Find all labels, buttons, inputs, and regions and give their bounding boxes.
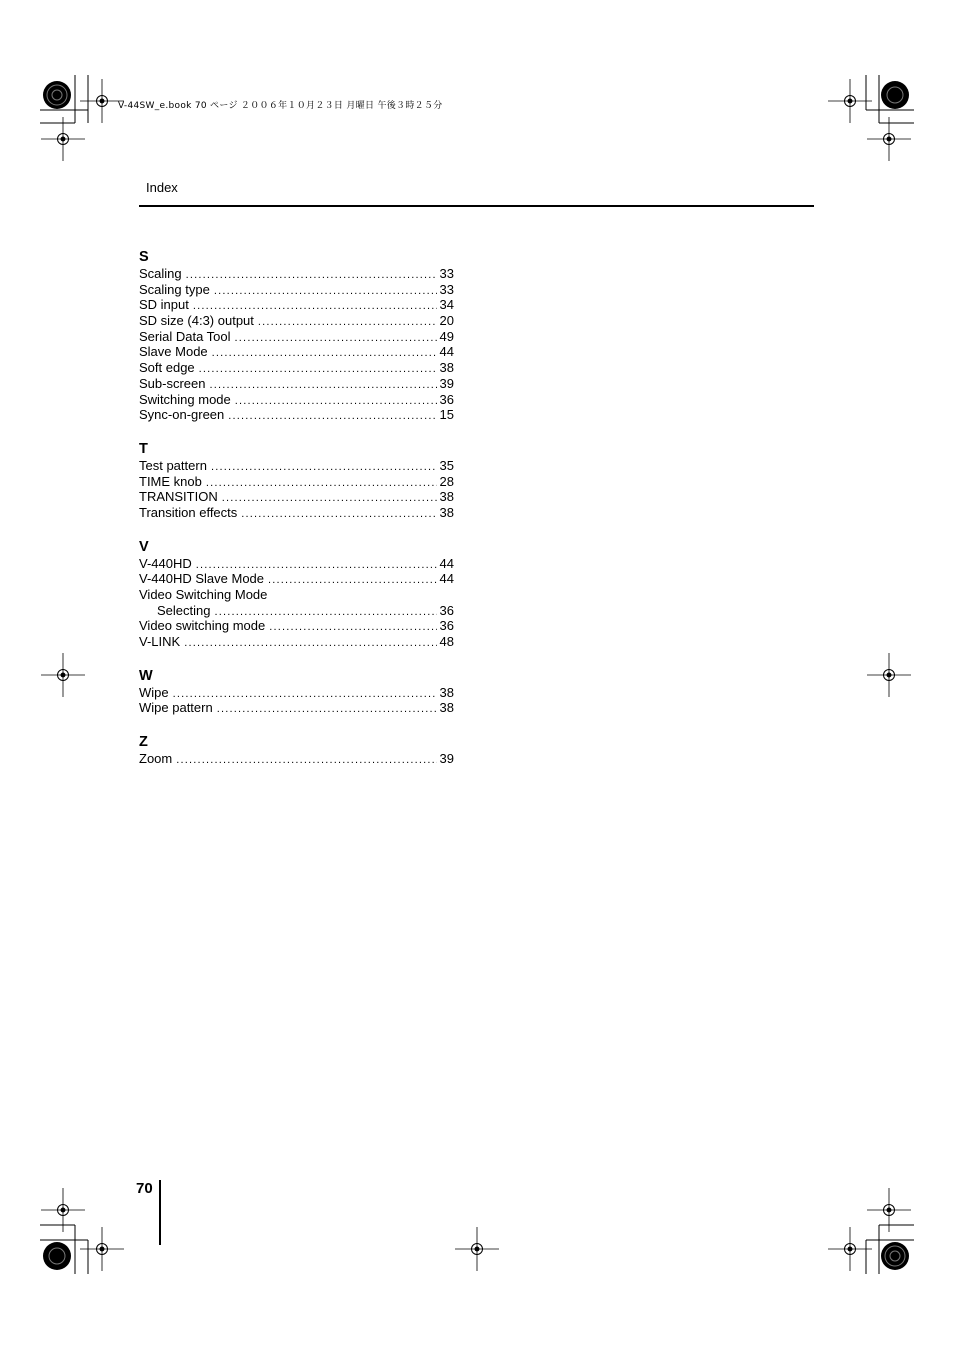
dot-leader <box>241 507 436 523</box>
index-page-ref: 36 <box>439 391 454 407</box>
index-term: Slave Mode <box>139 344 208 360</box>
index-term: Sub-screen <box>139 375 206 391</box>
dot-leader <box>228 409 436 425</box>
index-entry <box>139 603 454 619</box>
index-term: V-440HD <box>139 555 192 571</box>
index-section <box>139 734 454 767</box>
index-page-ref: 38 <box>439 684 454 700</box>
index-term: Selecting <box>157 602 211 618</box>
index-page-ref: 36 <box>439 602 454 618</box>
index-page-ref: 39 <box>439 751 454 767</box>
index-term: Soft edge <box>139 360 195 376</box>
index-term: Scaling type <box>139 281 210 297</box>
page-number-bar <box>159 1180 161 1245</box>
index-term: Test pattern <box>139 457 207 473</box>
index-page-ref: 15 <box>439 407 454 423</box>
page-number: 70 <box>136 1180 153 1197</box>
index-section <box>139 668 454 716</box>
index-entry <box>139 297 454 313</box>
index-entry <box>139 685 454 701</box>
dot-leader <box>186 268 437 284</box>
registration-target-icon <box>881 81 909 109</box>
index-entry <box>139 634 454 650</box>
index-entry <box>139 505 454 521</box>
index-term: SD input <box>139 297 189 313</box>
index-term: Video Switching Mode <box>139 587 268 602</box>
index-page-ref: 20 <box>439 313 454 329</box>
index-term: Wipe <box>139 684 169 700</box>
index-term: Zoom <box>139 751 173 767</box>
index-entry <box>139 282 454 298</box>
dot-leader <box>217 702 437 718</box>
index-term: Scaling <box>139 266 182 281</box>
dot-leader <box>176 753 436 769</box>
index-term: V-440HD Slave Mode <box>139 571 265 587</box>
index-page-ref: 38 <box>439 489 454 505</box>
index-term: TRANSITION <box>139 489 218 505</box>
index-entry <box>139 329 454 345</box>
running-head: Index <box>146 180 178 195</box>
index-page-ref: 34 <box>439 297 454 313</box>
index-entry <box>139 344 454 360</box>
index-section <box>139 539 454 650</box>
index-term: Wipe pattern <box>139 700 213 716</box>
registration-target-icon <box>881 1242 909 1270</box>
section-letter: W <box>139 667 153 684</box>
index-page-ref: 35 <box>439 457 454 473</box>
dot-leader <box>269 620 436 636</box>
section-letter: V <box>139 538 149 555</box>
index-entry <box>139 376 454 392</box>
index-entry <box>139 489 454 505</box>
index-section <box>139 441 454 521</box>
print-header: V-44SW_e.book 70 ページ ２００６年１０月２３日 月曜日 午後３時２５分 <box>118 101 443 111</box>
index-entry <box>139 587 454 603</box>
dot-leader <box>214 284 437 300</box>
index-page-ref: 44 <box>439 344 454 360</box>
index-entry <box>139 618 454 634</box>
index-entry <box>139 313 454 329</box>
index-term: Sync-on-green <box>139 407 225 423</box>
index-term: Serial Data Tool <box>139 328 231 344</box>
index-term: Transition effects <box>139 504 238 520</box>
dot-leader <box>206 476 437 492</box>
index-term: V-LINK <box>139 634 181 650</box>
index-page-ref: 38 <box>439 360 454 376</box>
index-page-ref: 48 <box>439 634 454 650</box>
index-entry <box>139 392 454 408</box>
registration-target-icon <box>43 1242 71 1270</box>
index-page-ref: 39 <box>439 375 454 391</box>
index-page-ref: 38 <box>439 700 454 716</box>
index-entry <box>139 407 454 423</box>
index-entry <box>139 751 454 767</box>
section-letter: S <box>139 249 149 265</box>
index-term: SD size (4:3) output <box>139 313 254 329</box>
index-entry <box>139 474 454 490</box>
dot-leader <box>211 460 437 476</box>
index-entry <box>139 571 454 587</box>
dot-leader <box>212 346 437 362</box>
registration-target-icon <box>43 81 71 109</box>
index-entry <box>139 700 454 716</box>
index-page-ref: 44 <box>439 555 454 571</box>
section-letter: T <box>139 440 148 457</box>
index-term: TIME knob <box>139 473 202 489</box>
index-page-ref: 38 <box>439 504 454 520</box>
index-page-ref: 44 <box>439 571 454 587</box>
index-page-ref: 28 <box>439 473 454 489</box>
dot-leader <box>184 636 436 652</box>
index-term: Switching mode <box>139 391 231 407</box>
header-rule <box>139 205 814 207</box>
dot-leader <box>258 315 437 331</box>
dot-leader <box>235 394 437 410</box>
index-entry <box>139 266 454 282</box>
index-section <box>139 249 454 423</box>
index-list <box>139 249 454 767</box>
index-entry <box>139 360 454 376</box>
index-entry <box>139 458 454 474</box>
index-page-ref: 36 <box>439 618 454 634</box>
dot-leader <box>209 378 436 394</box>
dot-leader <box>199 362 437 378</box>
index-page-ref: 33 <box>439 281 454 297</box>
dot-leader <box>268 573 437 589</box>
dot-leader <box>235 331 437 347</box>
dot-leader <box>222 491 437 507</box>
index-page-ref: 33 <box>439 266 454 281</box>
index-entry <box>139 556 454 572</box>
index-page-ref: 49 <box>439 328 454 344</box>
index-term: Video switching mode <box>139 618 266 634</box>
section-letter: Z <box>139 734 148 751</box>
